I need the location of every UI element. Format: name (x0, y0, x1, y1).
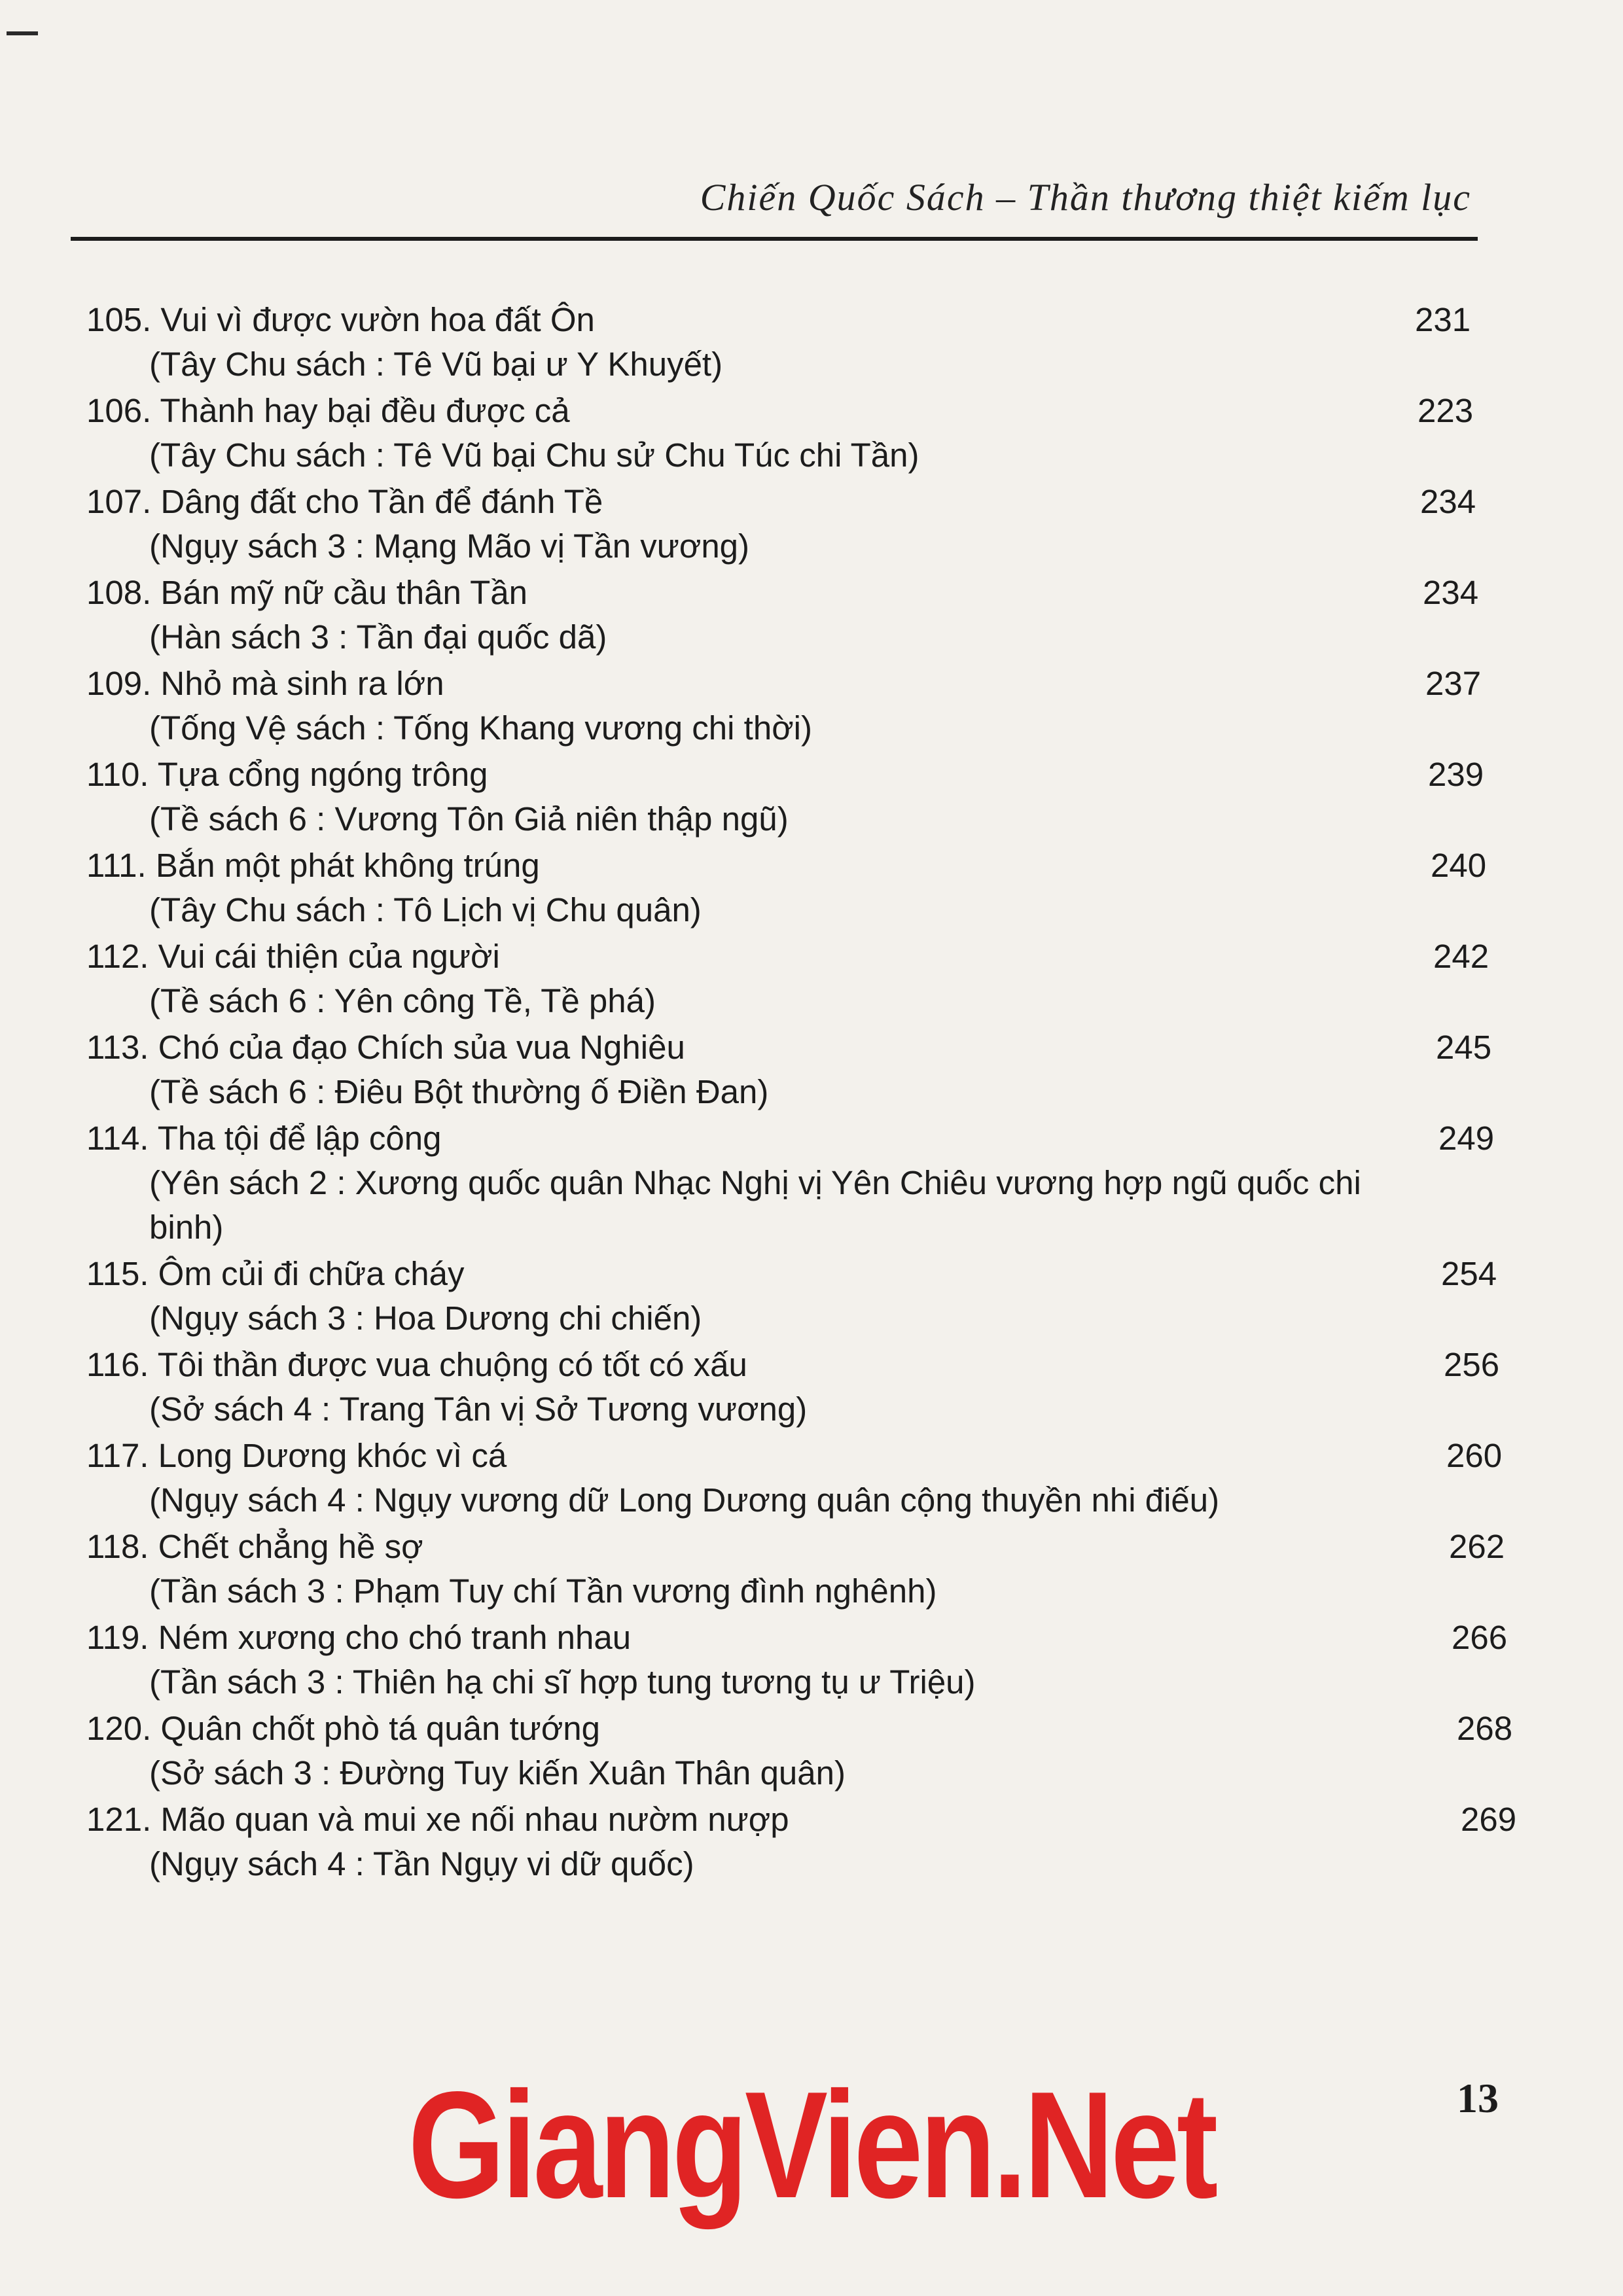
toc-entry (86, 1252, 1526, 1341)
table-of-contents (86, 298, 1526, 1888)
entry-title: 113. Chó của đạo Chích sủa vua Nghiêu (86, 1029, 685, 1066)
entry-page-number: 239 (1428, 756, 1484, 793)
entry-source: (Ngụy sách 3 : Hoa Dương chi chiến) (149, 1299, 702, 1337)
entry-source: (Hàn sách 3 : Tần đại quốc dã) (149, 618, 607, 656)
entry-source: (Tề sách 6 : Vương Tôn Giả niên thập ngũ) (149, 800, 789, 838)
entry-source: (Tây Chu sách : Tê Vũ bại Chu sử Chu Túc chi Tần) (149, 436, 919, 474)
entry-title: 107. Dâng đất cho Tần để đánh Tề (86, 483, 603, 520)
entry-source: (Ngụy sách 4 : Tần Ngụy vi dữ quốc) (149, 1845, 694, 1882)
entry-title: 110. Tựa cổng ngóng trông (86, 756, 488, 793)
entry-page-number: 240 (1431, 847, 1487, 884)
entry-title: 119. Ném xương cho chó tranh nhau (86, 1619, 632, 1656)
entry-title: 108. Bán mỹ nữ cầu thân Tần (86, 574, 527, 611)
entry-page-number: 260 (1446, 1437, 1503, 1474)
entry-title: 109. Nhỏ mà sinh ra lớn (86, 665, 444, 702)
entry-page-number: 223 (1418, 392, 1474, 429)
entry-source: (Sở sách 4 : Trang Tân vị Sở Tương vương) (149, 1390, 808, 1428)
entry-page-number: 245 (1436, 1029, 1492, 1066)
entry-source: (Sở sách 3 : Đường Tuy kiến Xuân Thân quân) (149, 1754, 846, 1792)
entry-page-number: 249 (1438, 1120, 1495, 1157)
entry-title: 118. Chết chẳng hề sợ (86, 1528, 423, 1565)
entry-title: 114. Tha tội để lập công (86, 1120, 442, 1157)
entry-source: (Yên sách 2 : Xương quốc quân Nhạc Nghị vị Yên Chiêu vương hợp ngũ quốc chi binh) (149, 1164, 1361, 1246)
entry-title: 116. Tôi thần được vua chuộng có tốt có xấu (86, 1346, 747, 1383)
entry-page-number: 231 (1415, 301, 1471, 338)
watermark-logo: GiangVien.Net (408, 2060, 1215, 2230)
entry-source: (Tống Vệ sách : Tống Khang vương chi thời) (149, 709, 812, 747)
entry-title: 105. Vui vì được vườn hoa đất Ôn (86, 301, 595, 338)
toc-entry (86, 1434, 1526, 1523)
entry-title: 115. Ôm củi đi chữa cháy (86, 1255, 465, 1292)
toc-entry (86, 1025, 1526, 1114)
entry-page-number: 256 (1444, 1346, 1500, 1383)
entry-title: 120. Quân chốt phò tá quân tướng (86, 1710, 600, 1747)
toc-entry (86, 752, 1526, 841)
entry-title: 111. Bắn một phát không trúng (86, 847, 540, 884)
corner-mark (7, 31, 38, 35)
toc-entry (86, 662, 1526, 751)
entry-page-number: 234 (1423, 574, 1479, 611)
entry-page-number: 268 (1457, 1710, 1513, 1747)
entry-page-number: 262 (1449, 1528, 1505, 1565)
entry-title: 121. Mão quan và mui xe nối nhau nườm nượp (86, 1801, 789, 1838)
entry-title: 117. Long Dương khóc vì cá (86, 1437, 507, 1474)
entry-title: 112. Vui cái thiện của người (86, 938, 500, 975)
entry-source: (Ngụy sách 4 : Ngụy vương dữ Long Dương quân cộng thuyền nhi điếu) (149, 1481, 1220, 1519)
toc-entry (86, 389, 1526, 478)
toc-entry (86, 1343, 1526, 1432)
toc-entry (86, 298, 1526, 387)
entry-page-number: 234 (1420, 483, 1476, 520)
entry-source: (Tề sách 6 : Điêu Bột thường ố Điền Đan) (149, 1073, 769, 1110)
entry-source: (Tần sách 3 : Thiên hạ chi sĩ hợp tung tương tụ ư Triệu) (149, 1663, 976, 1701)
page-number: 13 (1457, 2075, 1499, 2121)
entry-page-number: 242 (1433, 938, 1489, 975)
toc-entry (86, 1706, 1526, 1795)
toc-entry (86, 480, 1526, 569)
entry-page-number: 266 (1452, 1619, 1508, 1656)
entry-page-number: 254 (1441, 1255, 1497, 1292)
running-header: Chiến Quốc Sách – Thần thương thiệt kiếm lục (700, 176, 1471, 219)
entry-page-number: 237 (1425, 665, 1482, 702)
toc-entry (86, 1616, 1526, 1704)
toc-entry (86, 1525, 1526, 1614)
entry-source: (Ngụy sách 3 : Mạng Mão vị Tần vương) (149, 527, 750, 565)
entry-page-number: 269 (1461, 1801, 1517, 1838)
entry-source: (Tề sách 6 : Yên công Tề, Tề phá) (149, 982, 656, 1019)
toc-entry (86, 843, 1526, 932)
toc-entry (86, 1116, 1526, 1250)
toc-entry (86, 571, 1526, 660)
toc-entry (86, 1797, 1526, 1886)
entry-title: 106. Thành hay bại đều được cả (86, 392, 570, 429)
entry-source: (Tần sách 3 : Phạm Tuy chí Tần vương đình nghênh) (149, 1572, 937, 1610)
toc-entry (86, 934, 1526, 1023)
entry-source: (Tây Chu sách : Tô Lịch vị Chu quân) (149, 891, 702, 928)
entry-source: (Tây Chu sách : Tê Vũ bại ư Y Khuyết) (149, 345, 723, 383)
header-rule (71, 237, 1478, 241)
